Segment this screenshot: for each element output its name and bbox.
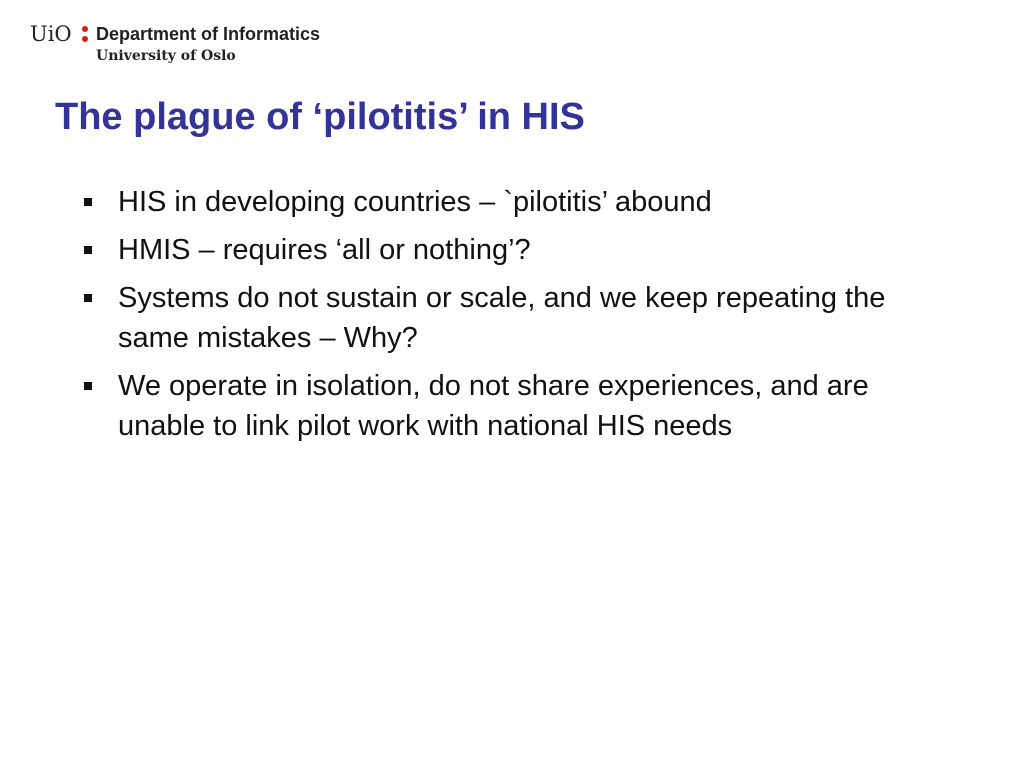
university-name: University of Oslo: [96, 48, 236, 64]
square-bullet-icon: [84, 294, 92, 302]
bullet-item: [82, 278, 902, 358]
bullet-item: [82, 366, 902, 446]
department-name: Department of Informatics: [96, 24, 321, 44]
square-bullet-icon: [84, 382, 92, 390]
slide-title: The plague of ‘pilotitis’ in HIS: [55, 96, 585, 138]
square-bullet-icon: [84, 246, 92, 254]
bullet-text: Systems do not sustain or scale, and we keep repeating the same mistakes – Why?: [118, 282, 886, 354]
square-bullet-icon: [84, 198, 92, 206]
bullet-text: We operate in isolation, do not share experiences, and are unable to link pilot work with national HIS needs: [118, 370, 869, 442]
bullet-item: [82, 230, 902, 270]
uio-colon-icon: [82, 26, 88, 42]
bullet-text: HIS in developing countries – `pilotitis’ abound: [118, 186, 712, 218]
bullet-item: [82, 182, 902, 222]
bullet-list: [82, 182, 902, 454]
bullet-text: HMIS – requires ‘all or nothing’?: [118, 234, 531, 266]
uio-logo: UiO: [30, 22, 72, 46]
